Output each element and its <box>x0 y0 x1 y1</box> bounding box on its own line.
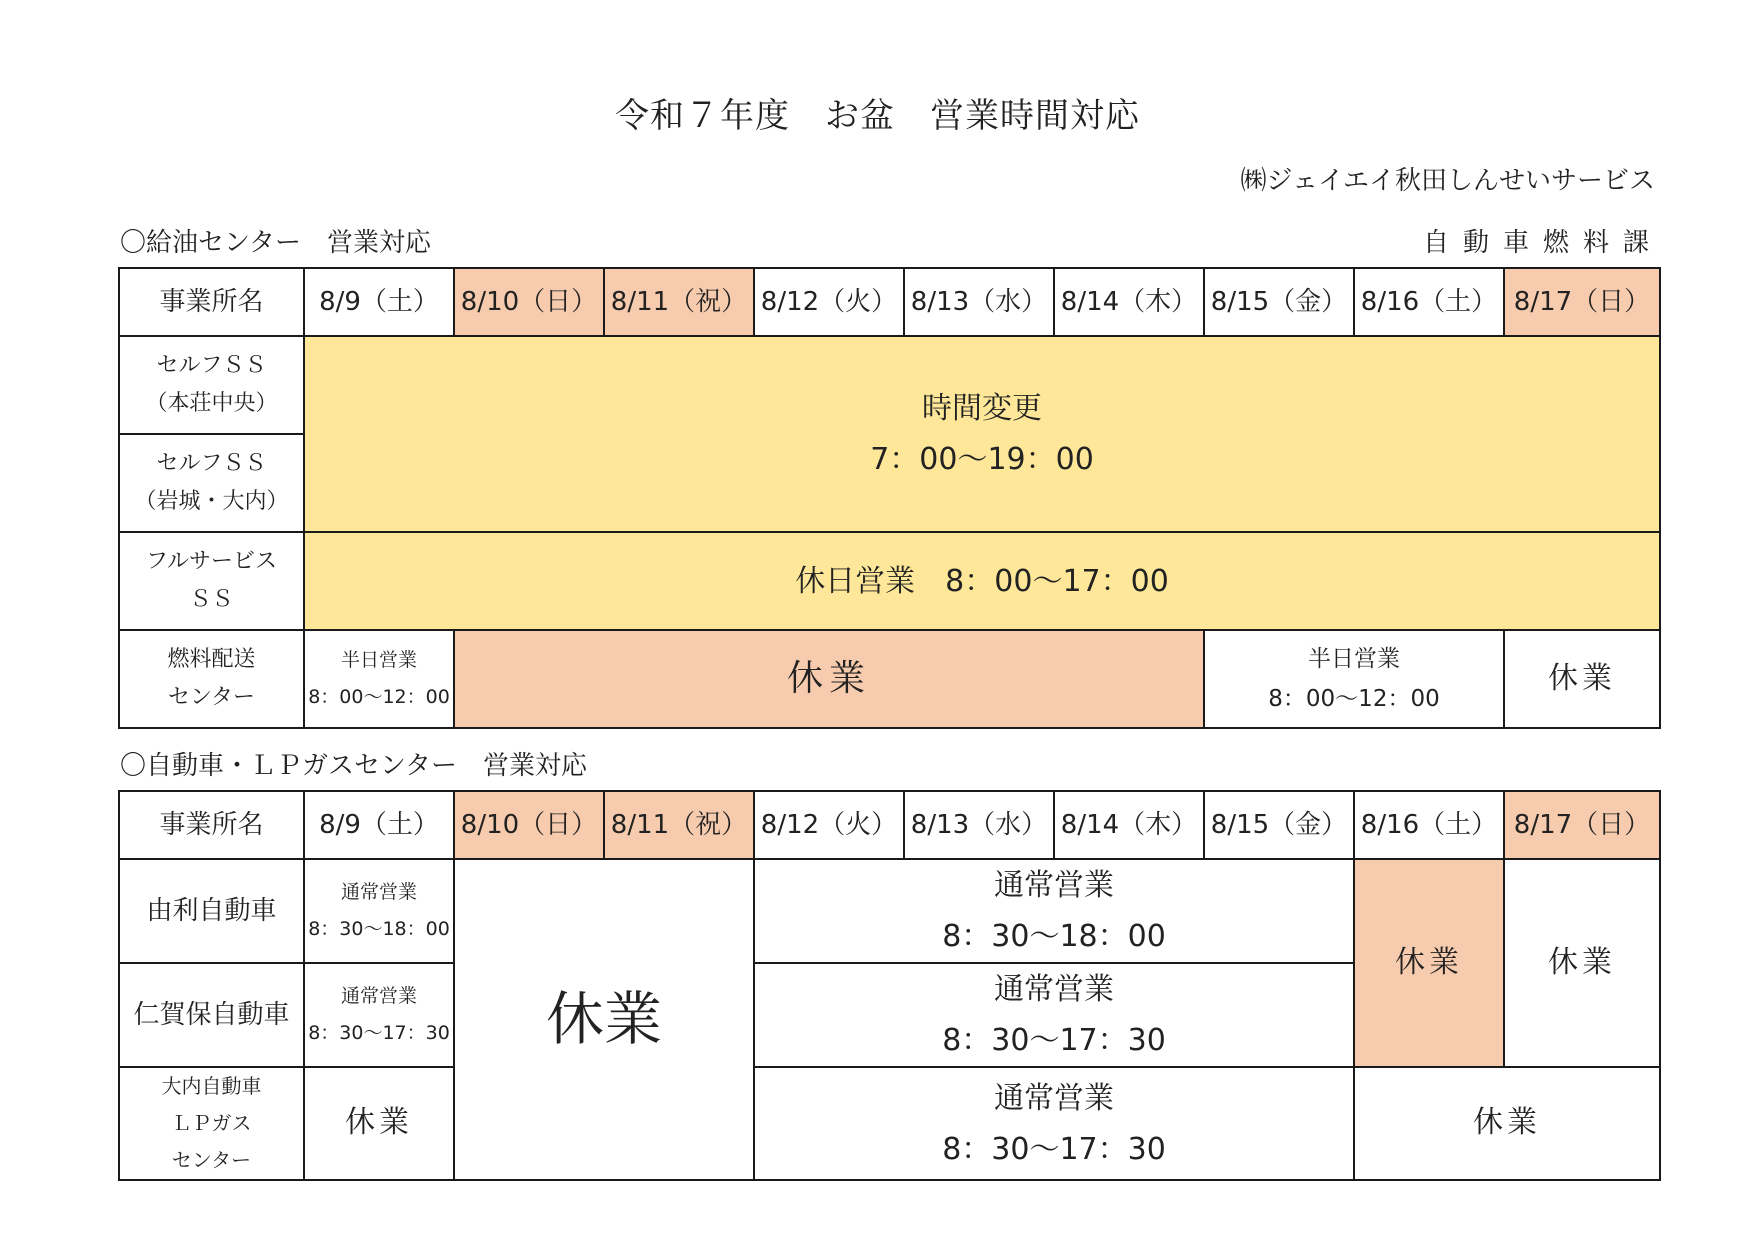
full-service-row <box>119 532 1660 630</box>
page-title: 令和７年度 お盆 営業時間対応 <box>615 96 1140 136</box>
header-date-0812: 8/12（火） <box>754 268 904 336</box>
office-self-honjo <box>119 336 304 434</box>
schedule-hours: 8：30～17：30 <box>942 1023 1166 1058</box>
yuri-0809-cell <box>304 859 454 963</box>
header-date-0812: 8/12（火） <box>754 791 904 859</box>
schedule-status: 通常営業 <box>994 868 1114 903</box>
auto-schedule-table <box>118 790 1661 1181</box>
header-date-0814: 8/14（木） <box>1054 791 1204 859</box>
delivery-half-day-cell <box>304 630 454 728</box>
office-full-service <box>119 532 304 630</box>
schedule-hours: 8：30～18：00 <box>942 919 1166 954</box>
office-nikaho: 仁賀保自動車 <box>119 963 304 1067</box>
schedule-status: 時間変更 <box>922 391 1042 426</box>
department-name: 自動車燃料課 <box>1422 228 1663 258</box>
delivery-row <box>119 630 1660 728</box>
schedule-status: 通常営業 <box>994 972 1114 1007</box>
schedule-status: 通常営業 <box>340 984 417 1007</box>
header-date-0813: 8/13（水） <box>904 268 1054 336</box>
header-date-0816: 8/16（土） <box>1354 791 1504 859</box>
schedule-hours: 8：00～12：00 <box>308 686 450 708</box>
auto-header-row <box>119 791 1660 859</box>
header-date-0813: 8/13（水） <box>904 791 1054 859</box>
header-date-0814: 8/14（木） <box>1054 268 1204 336</box>
office-line: フルサービス <box>145 548 278 574</box>
schedule-hours: 8：00～12：00 <box>1268 686 1440 712</box>
nikaho-0809-cell <box>304 963 454 1067</box>
office-line: ＬＰガス <box>171 1111 252 1135</box>
office-yuri: 由利自動車 <box>119 859 304 963</box>
auto-0817-closed-cell: 休業 <box>1504 859 1660 1067</box>
header-date-0811: 8/11（祝） <box>604 268 754 336</box>
header-office-name: 事業所名 <box>119 791 304 859</box>
office-line: セルフＳＳ <box>156 450 267 476</box>
full-service-schedule-cell: 休日営業 8：00～17：00 <box>304 532 1660 630</box>
office-line: センター <box>167 685 256 710</box>
header-office-name: 事業所名 <box>119 268 304 336</box>
yuri-regular-cell <box>754 859 1354 963</box>
schedule-hours: 8：30～17：30 <box>942 1131 1166 1167</box>
schedule-status: 半日営業 <box>1308 645 1400 672</box>
nikaho-regular-cell <box>754 963 1354 1067</box>
office-ouchi-lp <box>119 1067 304 1180</box>
fuel-header-row <box>119 268 1660 336</box>
delivery-closed-end-cell: 休業 <box>1504 630 1660 728</box>
office-line: 燃料配送 <box>167 646 256 672</box>
header-date-0817: 8/17（日） <box>1504 268 1660 336</box>
header-date-0811: 8/11（祝） <box>604 791 754 859</box>
header-date-0816: 8/16（土） <box>1354 268 1504 336</box>
office-line: （岩城・大内） <box>134 489 289 514</box>
header-date-0815: 8/15（金） <box>1204 268 1354 336</box>
schedule-hours: 8：30～18：00 <box>308 918 450 940</box>
schedule-hours: 7：00～19：00 <box>870 442 1094 477</box>
yuri-row <box>119 859 1660 963</box>
ouchi-end-closed-cell: 休業 <box>1354 1067 1660 1180</box>
delivery-half-day-cell-2 <box>1204 630 1504 728</box>
office-line: 大内自動車 <box>161 1074 262 1098</box>
schedule-status: 通常営業 <box>340 880 417 903</box>
header-date-0809: 8/9（土） <box>304 268 454 336</box>
auto-0816-closed-cell: 休業 <box>1354 859 1504 1067</box>
fuel-section-title: 〇給油センター 営業対応 <box>120 228 431 258</box>
office-line: ＳＳ <box>189 587 234 612</box>
header-date-0810: 8/10（日） <box>454 791 604 859</box>
ouchi-regular-cell <box>754 1067 1354 1180</box>
fuel-schedule-table <box>118 267 1661 729</box>
office-line: セルフＳＳ <box>156 352 267 378</box>
office-self-iwaki <box>119 434 304 532</box>
schedule-status: 半日営業 <box>340 648 417 671</box>
office-line: （本荘中央） <box>145 391 278 416</box>
office-fuel-delivery <box>119 630 304 728</box>
ouchi-0809-closed-cell: 休業 <box>304 1067 454 1180</box>
header-date-0810: 8/10（日） <box>454 268 604 336</box>
self-honjo-row <box>119 336 1660 434</box>
schedule-hours: 8：30～17：30 <box>308 1022 450 1044</box>
office-line: センター <box>171 1148 252 1172</box>
header-date-0815: 8/15（金） <box>1204 791 1354 859</box>
auto-section-title: 〇自動車・ＬＰガスセンター 営業対応 <box>120 751 587 781</box>
delivery-closed-cell: 休業 <box>454 630 1204 728</box>
ouchi-row <box>119 1067 1660 1180</box>
schedule-status: 通常営業 <box>994 1080 1114 1116</box>
header-date-0809: 8/9（土） <box>304 791 454 859</box>
auto-closed-big-cell: 休業 <box>454 859 754 1180</box>
company-name: ㈱ジェイエイ秋田しんせいサービス <box>1240 166 1655 196</box>
self-ss-schedule-cell <box>304 336 1660 532</box>
header-date-0817: 8/17（日） <box>1504 791 1660 859</box>
